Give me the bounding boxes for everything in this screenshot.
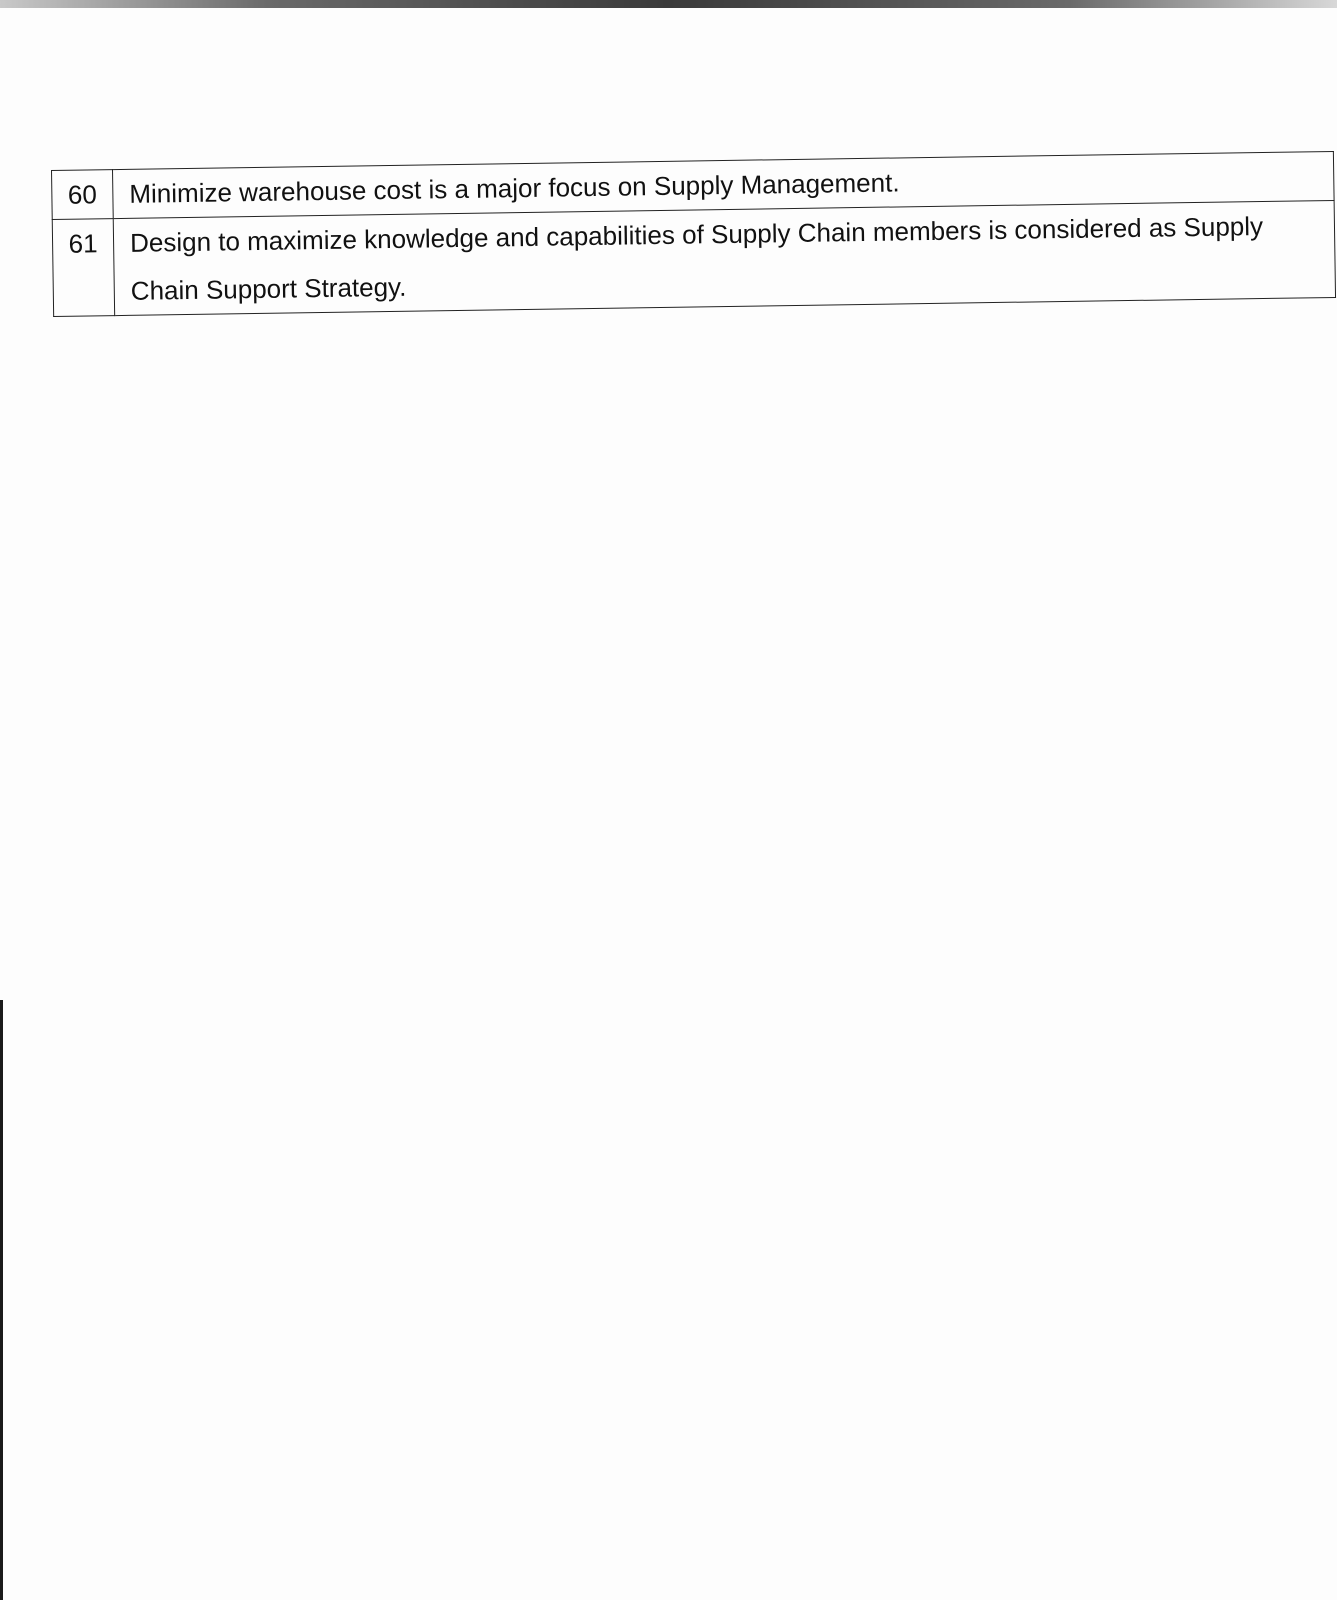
statement-text: Minimize warehouse cost is a major focus on Supply Management. [113, 151, 1335, 218]
statement-number: 61 [52, 219, 114, 317]
statement-number: 60 [52, 170, 114, 220]
page-left-shadow [0, 1000, 3, 1600]
statement-text: Design to maximize knowledge and capabilities of Supply Chain members is considered as Supply Chain Support Strategy. [113, 200, 1335, 315]
table-row [52, 200, 1335, 316]
document-sheet [51, 151, 1336, 317]
page-top-shadow [0, 0, 1337, 8]
statements-table [51, 151, 1336, 317]
